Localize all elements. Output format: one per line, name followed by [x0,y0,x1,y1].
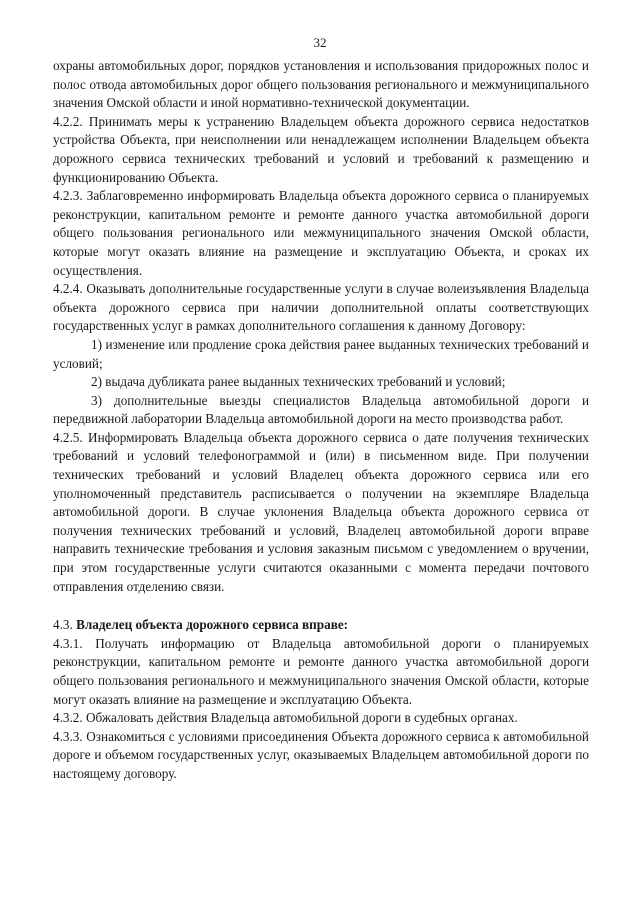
section-heading-4-3 [53,616,589,635]
clause-4-3-3: 4.3.3. Ознакомиться с условиями присоединения Объекта дорожного сервиса к автомобильной дороге и объемом государственных услуг, оказываемых Владельцем автомобильной дороги по настоящему договору. [53,728,589,781]
clause-4-2-3: 4.2.3. Заблаговременно информировать Владельца объекта дорожного сервиса о планируемых реконструкции, капитальном ремонте и ремонте данного участка автомобильной дороги общего пользования регионального или межмуниципального значения Омской области, которые могут оказать влияние на размещение и эксплуатацию Объекта, и сроках их осуществления. [53,188,589,278]
paragraph-continuation: охраны автомобильных дорог, порядков установления и использования придорожных полос и полос отвода автомобильных дорог общего пользования регионального и межмуниципального значения Омской области и иной нормативно-технической документации. [53,58,589,111]
spacer [53,596,589,616]
document-body [53,57,589,784]
clause-4-3-2: 4.3.2. Обжаловать действия Владельца автомобильной дороги в судебных органах. [53,710,518,726]
list-item-3: 3) дополнительные выезды специалистов Владельца автомобильной дороги и передвижной лаборатории Владельца автомобильной дороги на место производства работ. [53,392,589,427]
page-number: 32 [313,35,327,50]
section-number: 4.3. [53,617,77,633]
clause-4-2-5: 4.2.5. Информировать Владельца объекта дорожного сервиса о дате получения технических требований и условий телефонограммой и (или) в письменном виде. При получении технических требований и условий Владелец объекта дорожного сервиса или его уполномоченный представитель расписывается о получении на экземпляре Владельца автомобильной дороги. В случае уклонения Владельца объекта дорожного сервиса от получения технических требований и условий, Владелец автомобильной дороги вправе направить технические требования и условия заказным письмом с уведомлением о вручении, при этом государственные услуги считаются оказанными с момента передачи почтового отправления отделению связи. [53,429,589,594]
list-item-2: 2) выдача дубликата ранее выданных технических требований и условий; [91,374,506,390]
clause-4-2-2: 4.2.2. Принимать меры к устранению Владельцем объекта дорожного сервиса недостатков устройства Объекта, при неисполнении или ненадлежащем исполнении Владельцем объекта дорожного сервиса технических требований и условий и требований к размещению и функционированию Объекта. [53,113,589,185]
section-title: Владелец объекта дорожного сервиса вправе: [76,617,349,633]
clause-4-2-4: 4.2.4. Оказывать дополнительные государственные услуги в случае волеизъявления Владельца объекта дорожного сервиса при наличии дополнительной оплаты соответствующих государственных услуг в рамках дополнительного соглашения к данному Договору: [53,281,589,334]
clause-4-3-1: 4.3.1. Получать информацию от Владельца автомобильной дороги о планируемых реконструкции, капитальном ремонте и ремонте данного участка автомобильной дороги общего пользования регионального и межмуниципального значения Омской области, которые могут оказать влияние на размещение и эксплуатацию Объекта. [53,635,589,707]
list-item-1: 1) изменение или продление срока действия ранее выданных технических требований и условий; [53,336,589,371]
